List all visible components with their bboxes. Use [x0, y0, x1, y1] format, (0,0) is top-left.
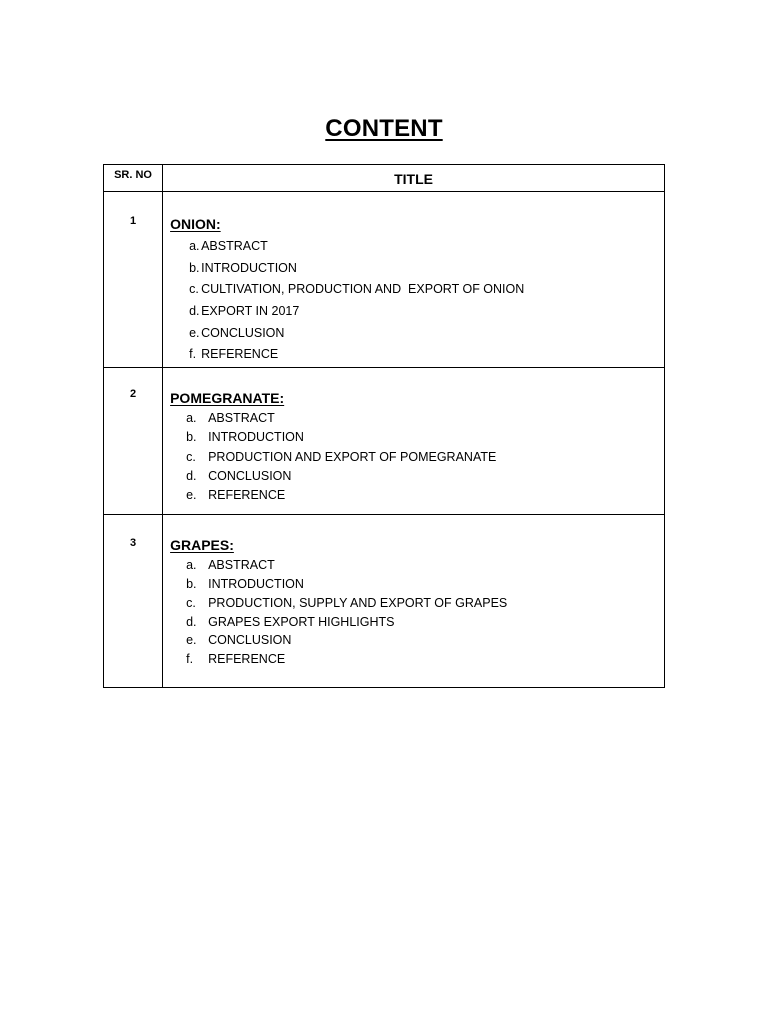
section-heading-pomegranate: POMEGRANATE: — [170, 390, 285, 407]
item-text: REFERENCE — [208, 652, 286, 667]
subsection-list — [163, 556, 664, 677]
serial-number: 2 — [129, 388, 137, 401]
table-row — [104, 192, 665, 368]
list-item — [163, 302, 664, 324]
item-text: INTRODUCTION — [208, 576, 304, 591]
list-item — [163, 650, 664, 669]
serial-number: 3 — [129, 537, 137, 550]
item-letter: c. — [186, 449, 196, 464]
list-item — [163, 409, 664, 428]
item-letter: b. — [186, 430, 197, 445]
title-cell — [163, 368, 665, 515]
item-text: INTRODUCTION — [208, 430, 304, 445]
list-item — [163, 594, 664, 613]
list-item — [163, 448, 664, 467]
item-letter: e. — [189, 325, 200, 340]
item-letter: d. — [186, 468, 197, 483]
list-item — [163, 428, 664, 447]
contents-table — [103, 164, 665, 688]
list-item — [163, 556, 664, 575]
title-cell — [163, 515, 665, 688]
item-text: EXPORT IN 2017 — [201, 304, 300, 319]
table-row — [104, 368, 665, 515]
page-title: CONTENT — [325, 115, 443, 142]
item-letter: e. — [186, 487, 197, 502]
item-letter: e. — [186, 633, 197, 648]
subsection-list — [163, 237, 664, 367]
item-text: GRAPES EXPORT HIGHLIGHTS — [208, 614, 395, 629]
section-heading-onion: ONION: — [170, 216, 221, 232]
item-letter: b. — [189, 260, 200, 275]
title-cell — [163, 192, 665, 368]
sr-cell — [104, 368, 163, 515]
item-text: INTRODUCTION — [201, 260, 297, 275]
list-item — [163, 324, 664, 346]
item-text: REFERENCE — [201, 347, 279, 362]
item-letter: c. — [189, 282, 199, 297]
list-item — [163, 280, 664, 302]
item-text: PRODUCTION, SUPPLY AND EXPORT OF GRAPES — [208, 595, 508, 610]
list-item — [163, 467, 664, 486]
item-text: CONCLUSION — [208, 633, 292, 648]
list-item — [163, 237, 664, 259]
table-header-row — [104, 165, 665, 192]
sr-cell — [104, 192, 163, 368]
item-letter: f. — [189, 347, 197, 362]
item-text: CONCLUSION — [208, 468, 292, 483]
subsection-list — [163, 409, 664, 505]
sr-cell — [104, 515, 163, 688]
item-text: CONCLUSION — [201, 325, 285, 340]
item-letter: a. — [189, 239, 200, 253]
header-sr-no: SR. NO — [104, 165, 163, 192]
item-letter: a. — [186, 411, 197, 426]
item-text: ABSTRACT — [208, 558, 275, 573]
list-item — [163, 631, 664, 650]
list-item — [163, 575, 664, 594]
list-item — [163, 259, 664, 281]
list-item — [163, 486, 664, 505]
item-letter: b. — [186, 576, 197, 591]
item-letter: d. — [186, 614, 197, 629]
list-item — [163, 613, 664, 632]
item-text: ABSTRACT — [208, 411, 275, 426]
item-letter: d. — [189, 304, 200, 319]
item-text: CULTIVATION, PRODUCTION AND EXPORT OF ONION — [201, 282, 525, 297]
item-letter: a. — [186, 558, 197, 573]
table-row — [104, 515, 665, 688]
serial-number: 1 — [129, 215, 137, 227]
section-heading-grapes: GRAPES: — [170, 537, 234, 554]
item-text: REFERENCE — [208, 487, 286, 502]
item-text: ABSTRACT — [201, 239, 268, 253]
list-item — [163, 345, 664, 367]
header-title: TITLE — [163, 165, 665, 192]
item-text: PRODUCTION AND EXPORT OF POMEGRANATE — [208, 449, 497, 464]
item-letter: f. — [186, 652, 194, 667]
item-letter: c. — [186, 595, 196, 610]
